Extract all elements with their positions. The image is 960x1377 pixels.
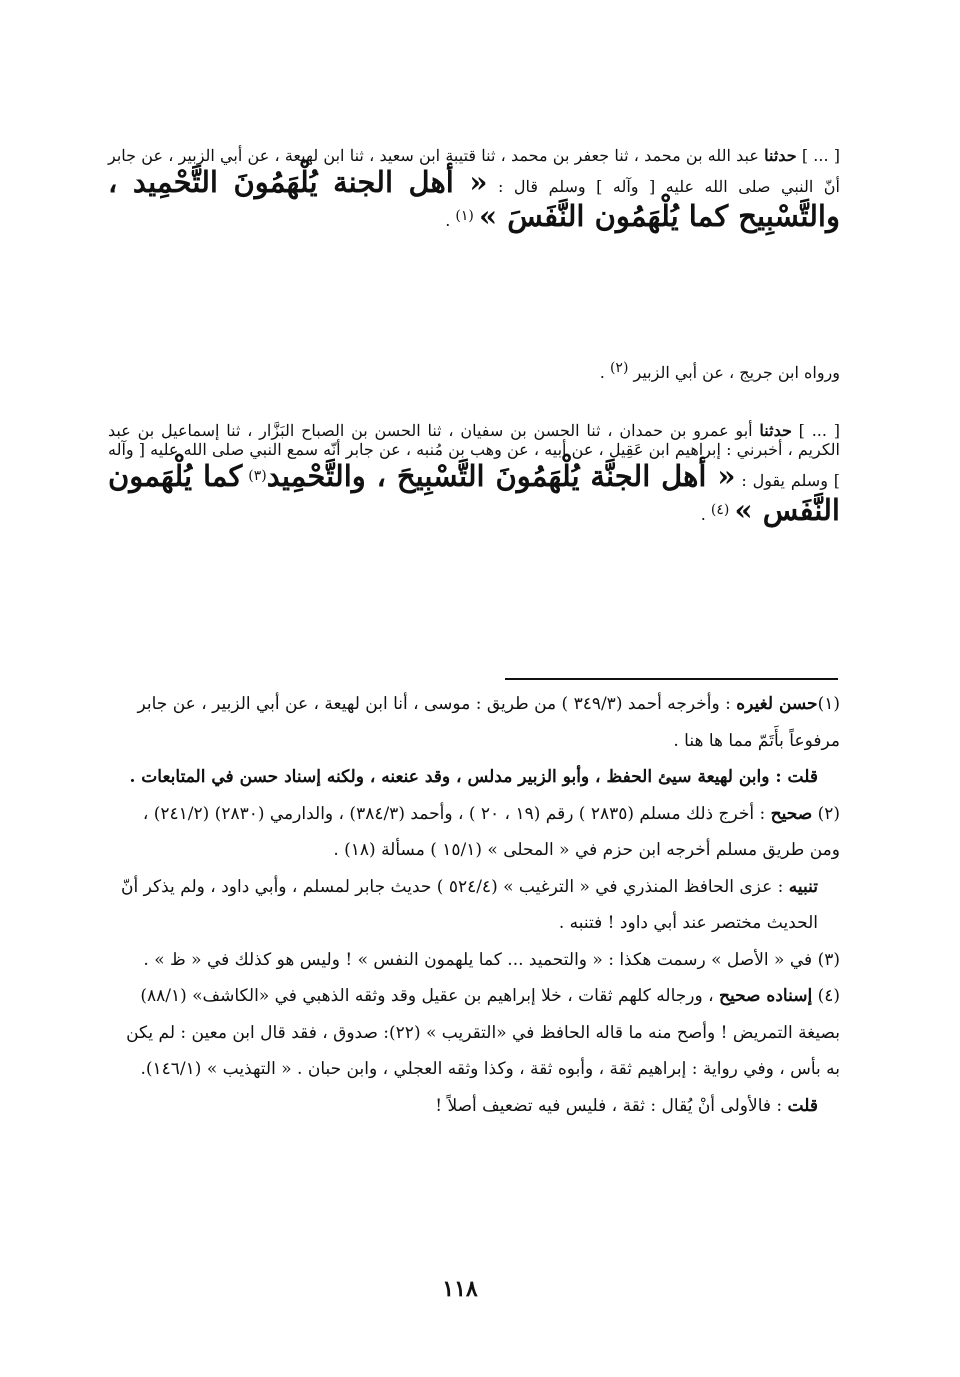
footnote-2 (108, 796, 840, 869)
riwaya-text: ورواه ابن جريج ، عن أبي الزبير (633, 363, 840, 382)
omission-marker: [ ... ] (801, 146, 840, 165)
footnote-4-comment (108, 1088, 840, 1125)
footnote-1-comment (108, 759, 840, 796)
footnote-text: في « الأصل » رسمت هكذا : « والتحميد ... كما يلهمون النفس » ! وليس هو كذلك في « ظ » . (143, 949, 813, 970)
footnote-ref-1[interactable]: (١) (455, 208, 474, 224)
footnote-2-tanbih (108, 869, 840, 942)
paragraph-end: . (599, 363, 605, 382)
footnote-label: (١) (817, 694, 840, 714)
footnote-3 (108, 942, 840, 979)
hadith-matn-part-2: كما يُلْهَمون النَّفَس » (108, 459, 840, 527)
page-number: ١١٨ (442, 1276, 478, 1302)
hadith-paragraph-2 (108, 360, 840, 382)
tanbih-label: تنبيه (788, 876, 818, 897)
footnote-grade: حسن لغيره (736, 694, 818, 714)
hadith-matn-part-1: « أهل الجنَّة يُلْهَمُونَ التَّسْبِيحَ ، والتَّحْمِيد (266, 459, 736, 493)
omission-marker: [ ... ] (798, 421, 840, 440)
isnad-text: عبد الله بن محمد ، ثنا جعفر بن محمد ، ثنا قتيبة ابن سعيد ، ثنا ابن لهيعة ، عن أبي الزبير ، عن جابر أنّ النبي صلى الله عليه [ وآله ] وسلم قال : (108, 146, 840, 196)
hadith-paragraph-1 (108, 146, 840, 233)
footnote-1 (108, 686, 840, 759)
footnotes-section (108, 686, 840, 1124)
footnote-text: : فالأولى أنْ يُقال : ثقة ، فليس فيه تضعيف أصلاً ! (435, 1095, 783, 1116)
isnad-text: أبو عمرو بن حمدان ، ثنا الحسن بن سفيان ، ثنا الحسن بن الصباح البَزَّار ، ثنا إسماعيل بن عبد الكريم ، أخبرني : إبراهيم ابن عَقِيل ، عن أبيه ، عن وهب بن مُنبه ، عن جابر أنّه سمع النبي صلى الله عليه [ وآله ] وسلم يقول : (108, 421, 841, 490)
haddathana-keyword: حدثنا (759, 421, 792, 440)
paragraph-end: . (445, 211, 451, 230)
footnote-label: (٢) (817, 803, 840, 824)
footnote-4 (108, 978, 840, 1088)
footnote-grade: إسناده صحيح (718, 986, 813, 1006)
hadith-matn: « أهل الجنة يُلْهَمُونَ التَّحْمِيد ، والتَّسْبِيح كما يُلْهَمُون النَّفَسَ » (108, 165, 840, 233)
paragraph-end: . (700, 505, 706, 524)
hadith-paragraph-3 (108, 421, 840, 527)
footnote-ref-3[interactable]: (٣) (248, 468, 267, 484)
footnote-text: : عزى الحافظ المنذري في « الترغيب » (٥٢٤/٤ ) حديث جابر لمسلم ، وأبي داود ، ولم يذكر أنّ الحديث مختصر عند أبي داود ! فتنبه . (121, 876, 818, 933)
footnote-label: (٤) (817, 986, 840, 1006)
footnote-text: ، ورجاله كلهم ثقات ، خلا إبراهيم بن عقيل وقد وثقه الذهبي في «الكاشف» (٨٨/١) بصيغة التمريض ! وأصح منه ما قاله الحافظ في «التقريب » (٢٢): صدوق ، فقد قال ابن معين : لم يكن به بأس ، وفي رواية : إبراهيم ثقة ، وأبوه ثقة ، وكذا وثقه العجلي ، وابن حبان . « التهذيب » (١٤٦/١). (126, 986, 840, 1079)
haddathana-keyword: حدثنا (764, 146, 797, 165)
footnote-ref-2[interactable]: (٢) (609, 360, 629, 376)
footnote-text: قلت : وابن لهيعة سيئ الحفظ ، وأبو الزبير مدلس ، وقد عنعنه ، ولكنه إسناد حسن في المتابعات . (129, 767, 818, 787)
footnote-text: : أخرج ذلك مسلم (٢٨٣٥ ) رقم (١٩ ، ٢٠ ) ، وأحمد (٣٨٤/٣) ، والدارمي (٢٨٣٠) (٢٤١/٢) ، ومن طريق مسلم أخرجه ابن حزم في « المحلى » (١٥/١ ) مسألة (١٨) . (142, 803, 840, 860)
footnote-separator (505, 678, 838, 680)
footnote-ref-4[interactable]: (٤) (710, 502, 730, 518)
footnote-grade: صحيح (770, 803, 813, 824)
qultu-label: قلت (787, 1095, 818, 1116)
footnote-label: (٣) (817, 949, 840, 970)
footnote-text: : وأخرجه أحمد (٣٤٩/٣ ) من طريق : موسى ، أنا ابن لهيعة ، عن أبي الزبير ، عن جابر مرفوعاً بأَتَمّ مما ها هنا . (137, 694, 840, 751)
